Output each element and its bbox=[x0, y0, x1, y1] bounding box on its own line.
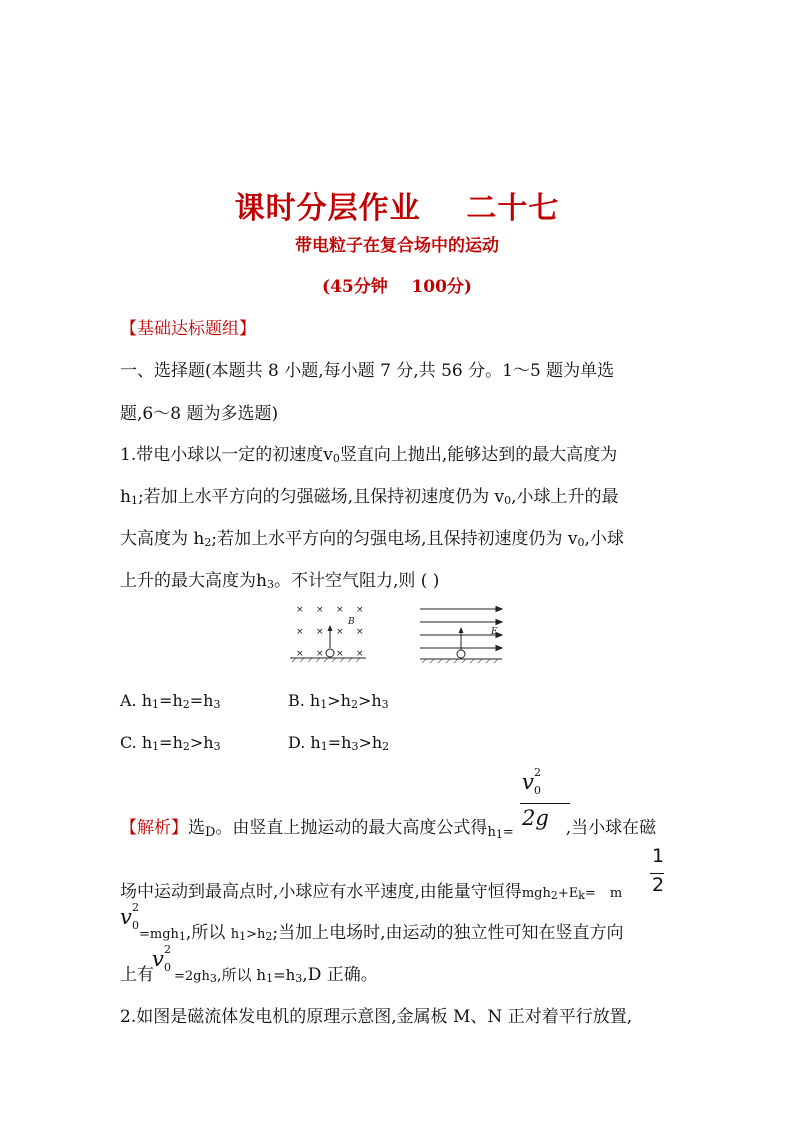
part-instruction-line2: 题,6～8 题为多选题) bbox=[120, 404, 279, 424]
part-instruction-line1: 一、选择题(本题共 8 小题,每小题 7 分,共 56 分。1～5 题为单选 bbox=[120, 361, 615, 381]
page-title: 课时分层作业 二十七 bbox=[234, 191, 560, 226]
v0sq-line3: v 2 0 bbox=[120, 901, 139, 932]
svg-text:×: × bbox=[316, 627, 324, 637]
svg-text:×: × bbox=[296, 627, 304, 637]
fraction-bar bbox=[520, 803, 570, 804]
option-d[interactable]: D. $h_1=h_3>h_2$ bbox=[288, 733, 390, 753]
analysis-line3: =mgh$_1$,所以 $h_1>h_2$;当加上电场时,由运动的独立性可知在竖直方向 bbox=[139, 923, 624, 943]
svg-text:×: × bbox=[356, 649, 364, 659]
svg-text:×: × bbox=[356, 627, 364, 637]
svg-text:×: × bbox=[296, 605, 304, 615]
svg-text:×: × bbox=[316, 605, 324, 615]
q1-line2: $h_1$;若加上水平方向的匀强磁场,且保持初速度仍为 $v_0$,小球上升的最 bbox=[120, 487, 619, 507]
page-subtitle: 带电粒子在复合场中的运动 bbox=[295, 236, 499, 256]
half-numerator: 1 bbox=[652, 845, 665, 867]
v0sq-line4: v 2 0 bbox=[152, 943, 171, 974]
option-a[interactable]: A. $h_1=h_2=h_3$ bbox=[120, 691, 221, 711]
svg-text:×: × bbox=[296, 649, 304, 659]
analysis-line2: 场中运动到最高点时,小球应有水平速度,由能量守恒得$mgh_2+E_k= m$ bbox=[120, 882, 623, 902]
q2-line1: 2.如图是磁流体发电机的原理示意图,金属板 M、N 正对着平行放置, bbox=[120, 1007, 633, 1027]
magnetic-field-figure bbox=[288, 600, 368, 664]
q1-line3: 大高度为 $h_2$;若加上水平方向的匀强电场,且保持初速度仍为 $v_0$,小球 bbox=[120, 529, 624, 549]
fraction-v0sq-numerator: v 2 0 bbox=[522, 766, 541, 797]
field-b-label: B bbox=[348, 617, 355, 627]
electric-field-figure bbox=[418, 600, 504, 664]
svg-text:×: × bbox=[356, 605, 364, 615]
q1-line4: 上升的最大高度为$h_3$。不计空气阻力,则 ( ) bbox=[120, 571, 440, 591]
option-c[interactable]: C. $h_1=h_2>h_3$ bbox=[120, 733, 221, 753]
svg-text:×: × bbox=[336, 649, 344, 659]
field-e-label: E bbox=[491, 627, 498, 637]
option-b[interactable]: B. $h_1>h_2>h_3$ bbox=[288, 691, 389, 711]
svg-text:×: × bbox=[336, 605, 344, 615]
analysis-tag: 【解析】 bbox=[120, 818, 188, 838]
fraction-denominator: 2g bbox=[522, 806, 549, 830]
section-label: 【基础达标题组】 bbox=[120, 319, 256, 339]
q1-line1: 1.带电小球以一定的初速度$v_0$竖直向上抛出,能够达到的最大高度为 bbox=[120, 445, 618, 465]
svg-text:×: × bbox=[316, 649, 324, 659]
time-info: (45分钟 100分) bbox=[322, 277, 472, 297]
analysis-line4: 上有 $=2gh_3$,所以 $h_1=h_3,D$ 正确。 bbox=[120, 965, 378, 985]
svg-text:×: × bbox=[336, 627, 344, 637]
half-denominator: 2 bbox=[652, 874, 665, 896]
analysis-line1: 【解析】选D。由竖直上抛运动的最大高度公式得$h_1=$ ,当小球在磁 bbox=[120, 818, 657, 841]
